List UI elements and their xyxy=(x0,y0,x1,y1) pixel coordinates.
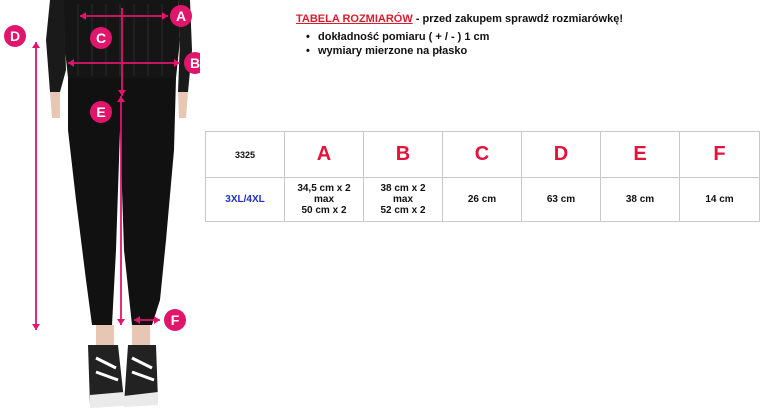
column-header-c: C xyxy=(443,132,522,178)
column-header-e: E xyxy=(601,132,680,178)
sneakers xyxy=(88,345,158,408)
hand-right xyxy=(178,92,188,118)
value-c: 26 cm xyxy=(443,178,522,222)
leggings-shape xyxy=(68,78,176,325)
value-a-line-3: 50 cm x 2 xyxy=(301,205,347,216)
size-table xyxy=(205,131,760,222)
column-header-f: F xyxy=(680,132,760,178)
note-accuracy: • dokładność pomiaru ( + / - ) 1 cm xyxy=(306,30,489,44)
svg-text:B: B xyxy=(189,55,200,71)
value-b xyxy=(364,178,443,222)
value-b-line-2: max xyxy=(392,194,413,205)
column-header-d: D xyxy=(522,132,601,178)
table-row xyxy=(206,178,760,222)
value-b-line-3: 52 cm x 2 xyxy=(380,205,426,216)
badge-d xyxy=(4,25,26,47)
svg-text:F: F xyxy=(170,312,180,328)
svg-text:A: A xyxy=(175,8,187,24)
svg-text:E: E xyxy=(96,104,106,120)
svg-text:D: D xyxy=(9,28,21,44)
badge-e xyxy=(90,101,112,123)
svg-text:C: C xyxy=(95,30,107,46)
size-chart-subtitle: - przed zakupem sprawdź rozmiarówkę! xyxy=(412,13,623,25)
measurement-notes xyxy=(306,30,489,58)
size-chart-header xyxy=(296,13,623,25)
value-a xyxy=(285,178,364,222)
badge-f xyxy=(164,309,186,331)
value-f: 14 cm xyxy=(680,178,760,222)
value-a-line-2: max xyxy=(313,194,334,205)
badge-a xyxy=(170,5,192,27)
note-flat-measure: • wymiary mierzone na płasko xyxy=(306,44,489,58)
product-code: 3325 xyxy=(206,132,285,178)
table-header-row xyxy=(206,132,760,178)
badge-c xyxy=(90,27,112,49)
value-b-line-1: 38 cm x 2 xyxy=(380,183,426,194)
value-d: 63 cm xyxy=(522,178,601,222)
value-e: 38 cm xyxy=(601,178,680,222)
column-header-b: B xyxy=(364,132,443,178)
size-chart-title: TABELA ROZMIARÓW xyxy=(296,13,413,25)
size-label: 3XL/4XL xyxy=(206,178,285,222)
column-header-a: A xyxy=(285,132,364,178)
hand-left xyxy=(50,92,60,118)
value-a-line-1: 34,5 cm x 2 xyxy=(297,183,351,194)
model-figure xyxy=(0,0,200,417)
